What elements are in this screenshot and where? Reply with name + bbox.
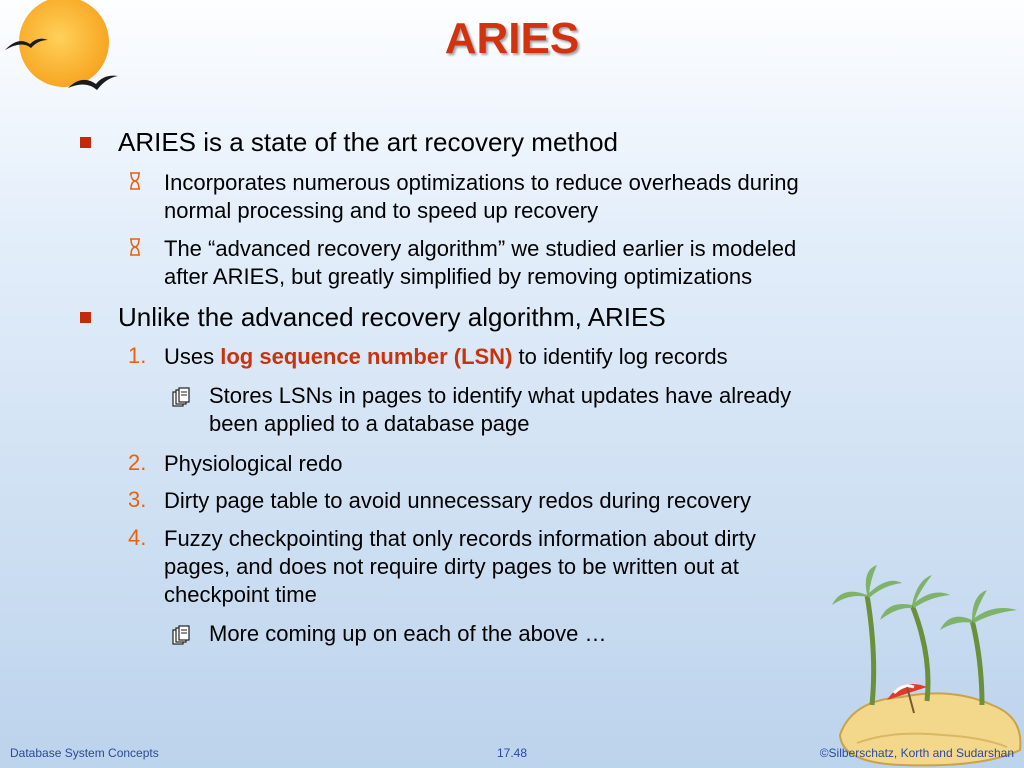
sub-item-4-1: More coming up on each of the above … — [209, 621, 607, 646]
sub-bullet-1-1-line-2: normal processing and to speed up recovery — [164, 198, 599, 223]
sub-bullet-1-1-line-1: Incorporates numerous optimizations to reduce overheads during — [164, 170, 799, 195]
sub-bullet-1-1 — [164, 169, 799, 225]
bullet-1: ARIES is a state of the art recovery method — [118, 127, 619, 157]
item-4-line-3: checkpoint time — [164, 582, 317, 607]
numbered-item-3: Dirty page table to avoid unnecessary redos during recovery — [164, 488, 751, 513]
sub-item-1-1 — [209, 382, 791, 438]
lsn-highlight: log sequence number (LSN) — [220, 344, 513, 369]
item-number: 1. — [128, 343, 147, 368]
footer-course-title: Database System Concepts — [10, 746, 159, 760]
hourglass-bullet-icon — [128, 238, 142, 256]
item-number: 3. — [128, 487, 147, 512]
palm-island-icon — [832, 565, 1024, 768]
hourglass-bullet-icon — [128, 172, 142, 190]
footer-copyright: ©Silberschatz, Korth and Sudarshan — [819, 746, 1014, 760]
slide-title: ARIES — [444, 14, 580, 63]
document-stack-bullet-icon — [172, 387, 190, 409]
square-bullet-icon — [80, 312, 91, 323]
numbered-item-2: Physiological redo — [164, 451, 343, 476]
sub-bullet-1-2-line-1: The “advanced recovery algorithm” we studied earlier is modeled — [164, 236, 797, 261]
numbered-item-4 — [164, 525, 756, 609]
document-stack-bullet-icon — [172, 625, 190, 647]
item-number: 4. — [128, 525, 147, 550]
sub-item-1-1-line-2: been applied to a database page — [209, 411, 530, 436]
sub-bullet-1-2-line-2: after ARIES, but greatly simplified by removing optimizations — [164, 264, 753, 289]
item-number: 2. — [128, 450, 147, 475]
numbered-item-1 — [164, 343, 728, 371]
item-4-line-2: pages, and does not require dirty pages to be written out at — [164, 554, 739, 579]
footer-slide-number: 17.48 — [496, 746, 528, 760]
item-1-suffix: to identify log records — [512, 344, 728, 369]
sub-bullet-1-2 — [164, 235, 796, 291]
sub-item-1-1-line-1: Stores LSNs in pages to identify what updates have already — [209, 383, 792, 408]
item-1-prefix: Uses — [164, 344, 221, 369]
item-4-line-1: Fuzzy checkpointing that only records information about dirty — [164, 526, 756, 551]
square-bullet-icon — [80, 137, 91, 148]
bullet-2: Unlike the advanced recovery algorithm, ARIES — [118, 302, 666, 332]
